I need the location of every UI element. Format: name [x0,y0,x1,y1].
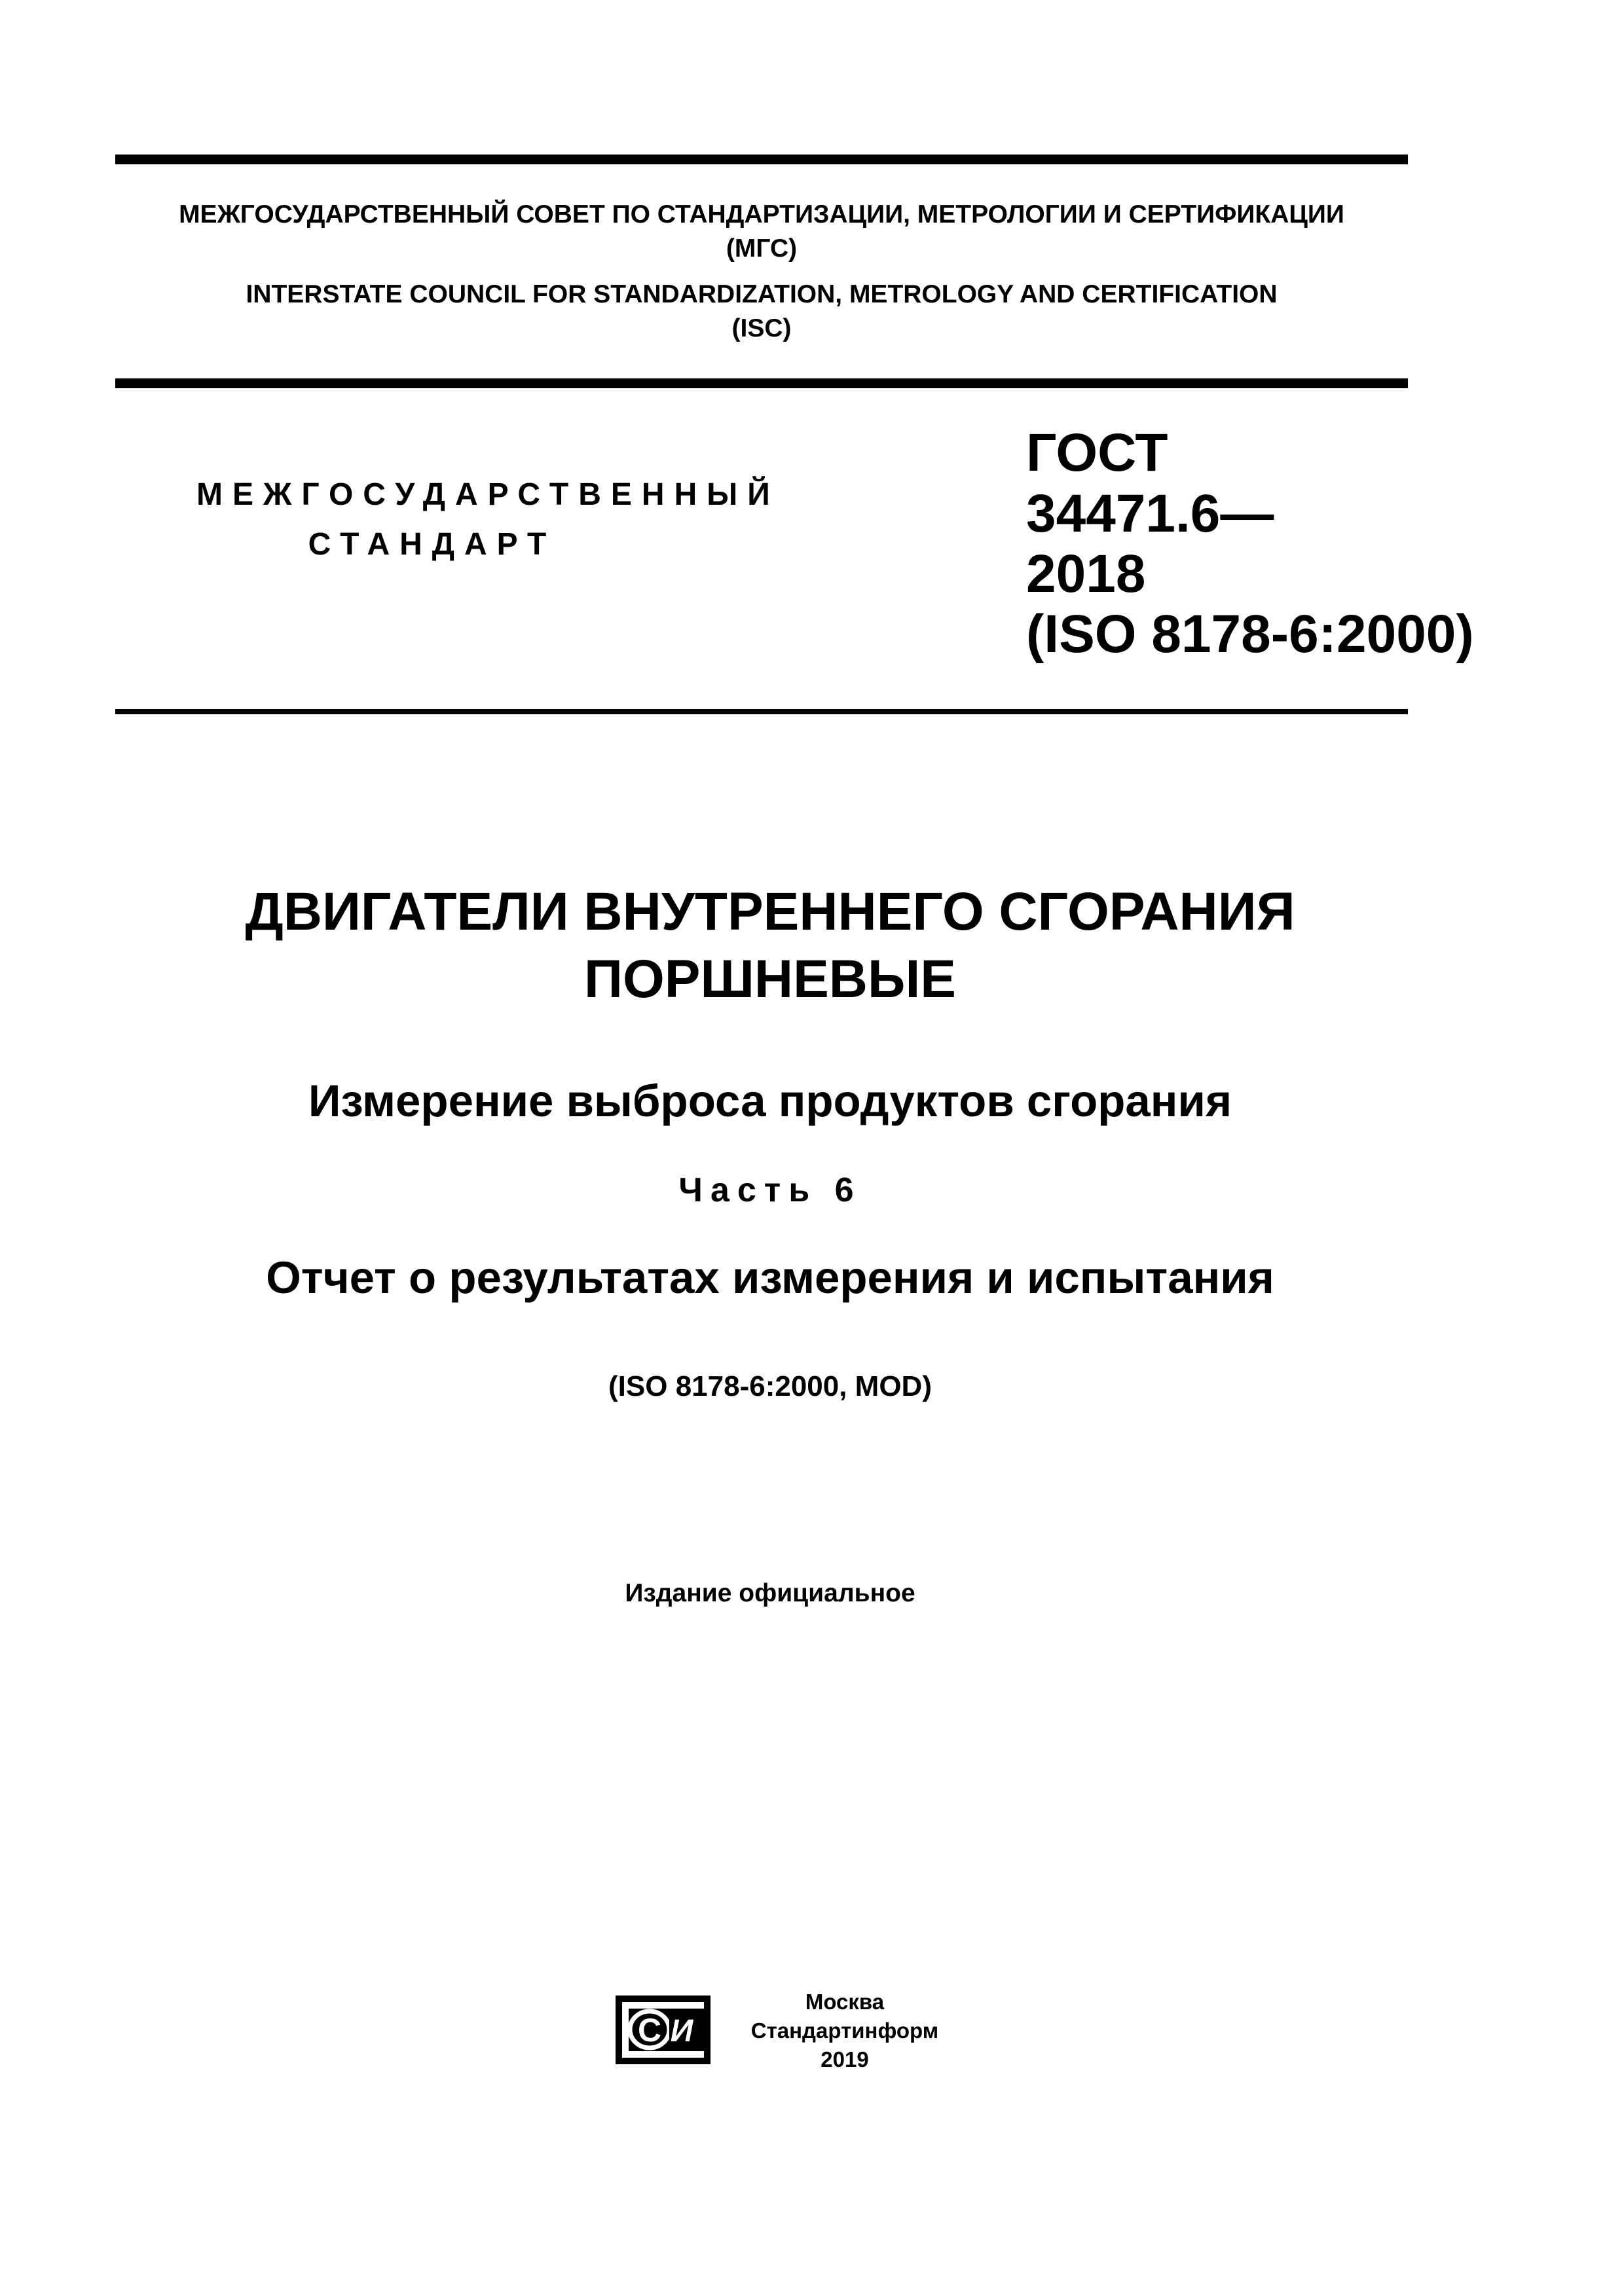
document-title-line1: ДВИГАТЕЛИ ВНУТРЕННЕГО СГОРАНИЯ [245,882,1295,941]
standartinform-logo-icon [616,1995,710,2064]
edition-note: Издание официальное [625,1579,915,1607]
header-divider [115,378,1408,388]
document-title-line2: ПОРШНЕВЫЕ [584,949,956,1009]
gost-year: 2018 [1026,544,1146,604]
gost-number: 34471.6— [1026,484,1274,543]
svg-text:И: И [670,2014,693,2049]
publisher-city: Москва [805,1990,885,2014]
iso-modification: (ISO 8178-6:2000, MOD) [608,1370,932,1402]
council-name-en: INTERSTATE COUNCIL FOR STANDARDIZATION, METROLOGY AND CERTIFICATION [246,280,1278,308]
council-name-ru: МЕЖГОСУДАРСТВЕННЫЙ СОВЕТ ПО СТАНДАРТИЗАЦИИ, МЕТРОЛОГИИ И СЕРТИФИКАЦИИ [179,200,1344,228]
part-number: Часть 6 [678,1171,862,1209]
council-abbr-ru: (МГС) [726,234,798,263]
part-title: Отчет о результатах измерения и испытания [266,1252,1274,1303]
svg-text:С: С [637,2012,662,2049]
standard-type-line1: МЕЖГОСУДАРСТВЕННЫЙ [196,477,780,512]
top-rule [115,155,1408,164]
standard-type-line2: СТАНДАРТ [308,527,557,562]
publisher-name: Стандартинформ [750,2018,939,2043]
document-subtitle: Измерение выброса продуктов сгорания [308,1076,1232,1126]
gost-label: ГОСТ [1026,423,1168,483]
gost-iso-reference: (ISO 8178-6:2000) [1026,604,1474,664]
designation-divider [115,709,1408,714]
council-abbr-en: (ISC) [731,314,792,342]
publication-year: 2019 [821,2047,869,2071]
